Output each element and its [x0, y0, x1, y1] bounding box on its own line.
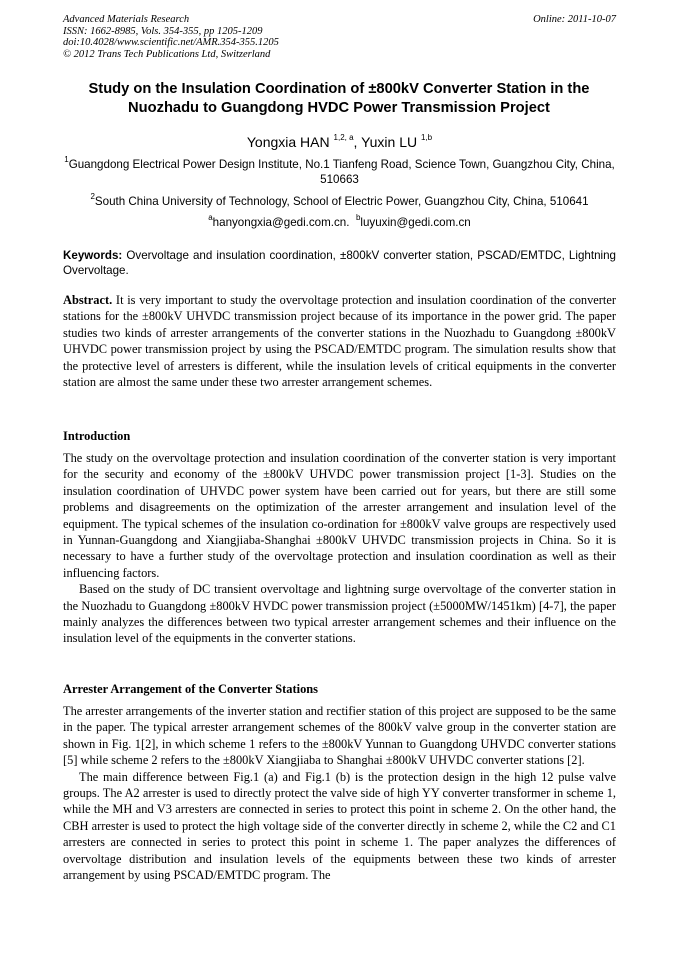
- author-line: [63, 133, 616, 151]
- affiliation-1-sup: 1: [64, 155, 69, 165]
- abstract-label: Abstract.: [63, 293, 113, 307]
- introduction-paragraph-2: Based on the study of DC transient overvoltage and lightning surge overvoltage of the converter station in the Nuozhadu to Guangdong ±800kV HVDC power transmission project (±5000MW/1451km) [4-7], the paper mainly analyzes the differences between two typical arrester arrangement schemes and their influence on the insulation level of the equipments in the converter stations.: [63, 582, 616, 646]
- author-separator: ,: [353, 134, 362, 150]
- keywords-text: Overvoltage and insulation coordination, ±800kV converter station, PSCAD/EMTDC, Lightning Overvoltage.: [63, 249, 616, 277]
- online-date: Online: 2011-10-07: [533, 14, 616, 25]
- author-1-sup: 1,2, a: [333, 133, 354, 143]
- email-2: luyuxin@gedi.com.cn: [360, 216, 471, 229]
- affiliation-2-text: South China University of Technology, School of Electric Power, Guangzhou City, China, 510641: [94, 195, 589, 208]
- keywords-label: Keywords:: [63, 249, 123, 262]
- introduction-paragraph-1: The study on the overvoltage protection and insulation coordination of the converter station is very important for the security and economy of the ±800kV UHVDC power transmission project [1-3]. Studies on the insulation coordination of UHVDC power system have been carried out for years, but there are still some problems and disagreements on the optimization of the arrester arrangement and insulation level of the equipment. The typical schemes of the insulation co-ordination for ±800kV valve groups are respectively used in Yunnan-Guangdong and Xiangjiaba-Shanghai ±800kV UHVDC transmission projects in China. So it is necessary to have a further study of the overvoltage protection and insulation coordination as well as their influencing factors.: [63, 451, 616, 580]
- abstract-text: It is very important to study the overvoltage protection and insulation coordination of the converter stations for the ±800kV UHVDC transmission project because of its importance in the power grid. The paper studies two kinds of arrester arrangements of the converter stations in the Nuozhadu to Guangdong ±800kV UHVDC power transmission project by using the PSCAD/EMTDC program. The simulation results show that the protective level of arresters is different, while the insulation levels of critical equipments in the converter station are almost the same under these two arrester arrangement schemes.: [63, 293, 616, 390]
- arrester-section: [63, 703, 616, 883]
- author-2-name: Yuxin LU: [361, 134, 418, 150]
- email-line: [63, 215, 616, 230]
- affiliation-1: [63, 157, 616, 187]
- abstract-block: [63, 292, 616, 390]
- issn-line: ISSN: 1662-8985, Vols. 354-355, pp 1205-1209: [63, 25, 263, 37]
- arrester-paragraph-2: The main difference between Fig.1 (a) and Fig.1 (b) is the protection design in the high 12 pulse valve groups. The A2 arrester is used to directly protect the valve side of high YY converter transformer in scheme 1, while the MH and V3 arresters are connected in series to protect this point in scheme 2. On the other hand, the CBH arrester is used to protect the high voltage side of the converter directly in scheme 2, while the C2 and C1 arresters are connected in series to protect this point in scheme 1. The paper analyzes the differences of overvoltage distribution and insulation levels of the equipments between these two kinds of arrester arrangement by using PSCAD/EMTDC program. The: [63, 769, 616, 883]
- email-2-sup: b: [355, 213, 361, 223]
- author-1-name: Yongxia HAN: [246, 134, 330, 150]
- affiliation-2: [63, 194, 616, 209]
- affiliation-2-sup: 2: [90, 192, 95, 202]
- author-2-sup: 1,b: [421, 133, 433, 143]
- doi-line: doi:10.4028/www.scientific.net/AMR.354-355.1205: [63, 37, 279, 48]
- email-1-sup: a: [208, 213, 213, 223]
- introduction-heading: Introduction: [63, 429, 131, 443]
- keywords-block: [63, 249, 616, 278]
- journal-header: [63, 14, 616, 60]
- journal-name: Advanced Materials Research: [63, 14, 190, 25]
- arrester-heading: Arrester Arrangement of the Converter Stations: [63, 682, 318, 696]
- paper-title: Study on the Insulation Coordination of ±800kV Converter Station in the Nuozhadu to Guangdong HVDC Power Transmission Project: [88, 81, 590, 116]
- affiliation-1-text: Guangdong Electrical Power Design Institute, No.1 Tianfeng Road, Science Town, Guangzhou City, China, 510663: [68, 158, 615, 186]
- copyright-line: © 2012 Trans Tech Publications Ltd, Switzerland: [63, 48, 271, 60]
- introduction-section: [63, 450, 616, 647]
- arrester-paragraph-1: The arrester arrangements of the inverter station and rectifier station of this project are supposed to be the same in the paper. The typical arrester arrangement schemes of the 800kV valve group in the converter station are shown in Fig. 1[2], in which scheme 1 refers to the ±800kV Yunnan to Guangdong UHVDC converter stations [5] while scheme 2 refers to the ±800kV Xiangjiaba to Shanghai ±800kV UHVDC converter stations [2].: [63, 704, 616, 768]
- email-1: hanyongxia@gedi.com.cn.: [212, 216, 350, 229]
